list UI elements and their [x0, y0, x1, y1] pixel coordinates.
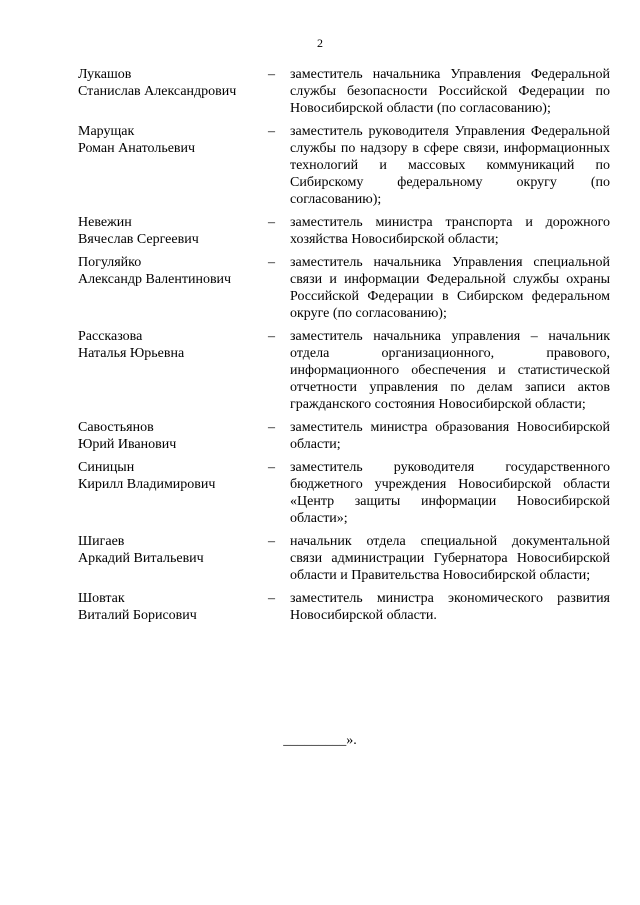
- member-name: [78, 123, 268, 208]
- member-surname: Савостьянов: [78, 420, 154, 435]
- member-name: [78, 533, 268, 584]
- member-row: [78, 66, 612, 117]
- member-position: заместитель министра экономического развития Новосибирской области.: [290, 591, 610, 623]
- member-row: [78, 123, 612, 208]
- member-surname: Рассказова: [78, 329, 143, 344]
- member-row: [78, 254, 612, 322]
- member-given-names: Роман Анатольевич: [78, 141, 196, 156]
- member-given-names: Вячеслав Сергеевич: [78, 232, 199, 247]
- member-given-names: Станислав Александрович: [78, 84, 237, 99]
- member-position: начальник отдела специальной документальной связи администрации Губернатора Новосибирской области и Правительства Новосибирской области;: [290, 534, 610, 583]
- member-name: [78, 459, 268, 527]
- member-given-names: Кирилл Владимирович: [78, 477, 216, 492]
- member-position: заместитель начальника Управления Федеральной службы безопасности Российской Федерации по Новосибирской области (по согласованию);: [290, 67, 610, 116]
- member-row: [78, 590, 612, 624]
- dash-separator: –: [268, 460, 275, 475]
- dash-separator: –: [268, 329, 275, 344]
- member-position: заместитель министра образования Новосибирской области;: [290, 420, 610, 452]
- member-name: [78, 590, 268, 624]
- member-surname: Погуляйко: [78, 255, 142, 270]
- member-row: [78, 214, 612, 248]
- member-given-names: Виталий Борисович: [78, 608, 197, 623]
- member-surname: Шигаев: [78, 534, 125, 549]
- member-position: заместитель начальника управления – начальник отдела организационного, правового, информационного обеспечения и статистической отчетности управления по делам записи актов гражданского состояния Новосибирской области;: [290, 329, 610, 412]
- page-number: 2: [317, 36, 323, 50]
- member-given-names: Наталья Юрьевна: [78, 346, 185, 361]
- dash-separator: –: [268, 255, 275, 270]
- member-name: [78, 419, 268, 453]
- closing-line: _________».: [283, 733, 357, 748]
- member-surname: Марущак: [78, 124, 135, 139]
- dash-separator: –: [268, 215, 275, 230]
- member-surname: Шовтак: [78, 591, 125, 606]
- member-name: [78, 66, 268, 117]
- member-name: [78, 254, 268, 322]
- member-given-names: Александр Валентинович: [78, 272, 232, 287]
- member-position: заместитель начальника Управления специальной связи и информации Федеральной службы охраны Российской Федерации в Сибирском федеральном округе (по согласованию);: [290, 255, 610, 321]
- dash-separator: –: [268, 534, 275, 549]
- member-list: [78, 66, 612, 630]
- dash-separator: –: [268, 591, 275, 606]
- dash-separator: –: [268, 67, 275, 82]
- member-given-names: Юрий Иванович: [78, 437, 177, 452]
- member-row: [78, 533, 612, 584]
- member-row: [78, 328, 612, 413]
- member-name: [78, 214, 268, 248]
- member-row: [78, 419, 612, 453]
- member-given-names: Аркадий Витальевич: [78, 551, 204, 566]
- dash-separator: –: [268, 124, 275, 139]
- member-surname: Лукашов: [78, 67, 132, 82]
- member-surname: Невежин: [78, 215, 132, 230]
- dash-separator: –: [268, 420, 275, 435]
- member-position: заместитель руководителя государственного бюджетного учреждения Новосибирской области «Центр защиты информации Новосибирской области»;: [290, 460, 610, 526]
- member-surname: Синицын: [78, 460, 135, 475]
- member-position: заместитель министра транспорта и дорожного хозяйства Новосибирской области;: [290, 215, 610, 247]
- member-name: [78, 328, 268, 413]
- member-row: [78, 459, 612, 527]
- member-position: заместитель руководителя Управления Федеральной службы по надзору в сфере связи, информационных технологий и массовых коммуникаций по Сибирскому федеральному округу (по согласованию);: [290, 124, 610, 207]
